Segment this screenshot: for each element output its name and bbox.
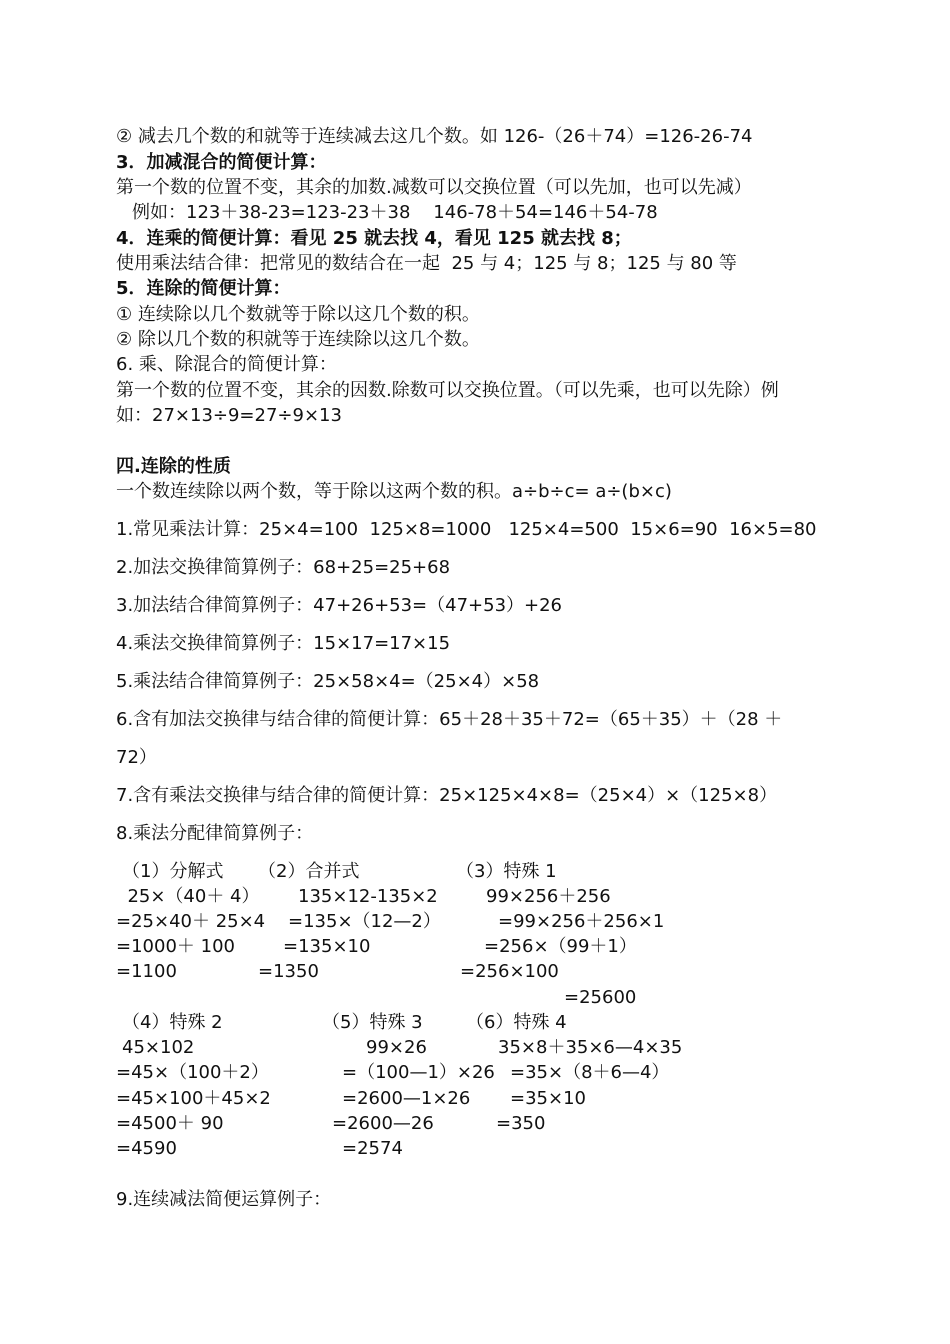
text-line: 使用乘法结合律：把常见的数结合在一起 25 与 4；125 与 8；125 与 80 等 — [116, 253, 737, 274]
example-step: =（100—1）×26 — [342, 1062, 495, 1083]
subheading: 6. 乘、除混合的简便计算： — [116, 354, 337, 375]
list-item: 6.含有加法交换律与结合律的简便计算：65＋28＋35＋72=（65＋35）＋（28 ＋ — [116, 709, 783, 730]
example-step: =4500＋ 90 — [116, 1113, 224, 1134]
example-step: =1100 — [116, 961, 177, 982]
example-step: =2600—1×26 — [342, 1088, 471, 1109]
rule-text: 一个数连续除以两个数，等于除以这两个数的积。a÷b÷c= a÷(b×c) — [116, 481, 672, 502]
example-step: =35×（8＋6—4） — [510, 1062, 670, 1083]
example-title: （6）特殊 4 — [466, 1012, 567, 1033]
list-item: 9.连续减法简便运算例子： — [116, 1189, 332, 1210]
subheading: 5．连除的简便计算： — [116, 278, 291, 299]
example-title: （4）特殊 2 — [122, 1012, 223, 1033]
example-step: =45×100＋45×2 — [116, 1088, 271, 1109]
text-line: ② 减去几个数的和就等于连续减去这几个数。如 126-（26＋74）=126-26-74 — [116, 126, 753, 147]
text-line: 第一个数的位置不变，其余的加数.减数可以交换位置（可以先加，也可以先减） — [116, 177, 752, 198]
example-step: =45×（100＋2） — [116, 1062, 269, 1083]
example-step: 99×256＋256 — [486, 886, 611, 907]
list-item: 4.乘法交换律简算例子：15×17=17×15 — [116, 633, 451, 654]
text-line: ② 除以几个数的积就等于连续除以这几个数。 — [116, 329, 480, 350]
text-line: ① 连续除以几个数就等于除以这几个数的积。 — [116, 304, 480, 325]
list-item: 8.乘法分配律简算例子： — [116, 823, 314, 844]
example-step: 35×8＋35×6—4×35 — [498, 1037, 683, 1058]
example-step: 135×12-135×2 — [298, 886, 438, 907]
example-step: 25×（40＋ 4） — [116, 886, 260, 907]
example-step: =25600 — [564, 987, 637, 1008]
example-step: =256×100 — [460, 961, 559, 982]
list-item: 72） — [116, 747, 157, 768]
example-step: 45×102 — [122, 1037, 195, 1058]
example-step: 99×26 — [366, 1037, 427, 1058]
example-step: =2574 — [342, 1138, 403, 1159]
text-line: 第一个数的位置不变，其余的因数.除数可以交换位置。（可以先乘，也可以先除）例 — [116, 380, 779, 401]
text-line: 例如：123＋38-23=123-23＋38 146-78＋54=146＋54-78 — [132, 202, 658, 223]
example-step: =35×10 — [510, 1088, 586, 1109]
example-title: （2）合并式 — [258, 861, 360, 882]
example-step: =135×（12—2） — [288, 911, 441, 932]
subheading: 3．加减混合的简便计算： — [116, 152, 327, 173]
example-title: （1）分解式 — [122, 861, 224, 882]
example-step: =256×（99＋1） — [484, 936, 637, 957]
list-item: 7.含有乘法交换律与结合律的简便计算：25×125×4×8=（25×4）×（125×8） — [116, 785, 778, 806]
text-line: 如：27×13÷9=27÷9×13 — [116, 405, 342, 426]
list-item: 3.加法结合律简算例子：47+26+53=（47+53）+26 — [116, 595, 563, 616]
list-item: 5.乘法结合律简算例子：25×58×4=（25×4）×58 — [116, 671, 540, 692]
example-title: （5）特殊 3 — [322, 1012, 423, 1033]
list-item: 2.加法交换律简算例子：68+25=25+68 — [116, 557, 451, 578]
example-step: =135×10 — [283, 936, 371, 957]
example-title: （3）特殊 1 — [456, 861, 557, 882]
list-item: 1.常见乘法计算：25×4=100 125×8=1000 125×4=500 15×6=90 16×5=80 — [116, 519, 817, 540]
example-step: =2600—26 — [332, 1113, 434, 1134]
example-step: =1350 — [258, 961, 319, 982]
example-step: =1000＋ 100 — [116, 936, 235, 957]
example-step: =99×256＋256×1 — [498, 911, 665, 932]
example-step: =25×40＋ 25×4 — [116, 911, 266, 932]
example-step: =350 — [496, 1113, 546, 1134]
example-step: =4590 — [116, 1138, 177, 1159]
subheading: 4．连乘的简便计算：看见 25 就去找 4，看见 125 就去找 8； — [116, 228, 632, 249]
section-heading: 四.连除的性质 — [116, 456, 231, 477]
